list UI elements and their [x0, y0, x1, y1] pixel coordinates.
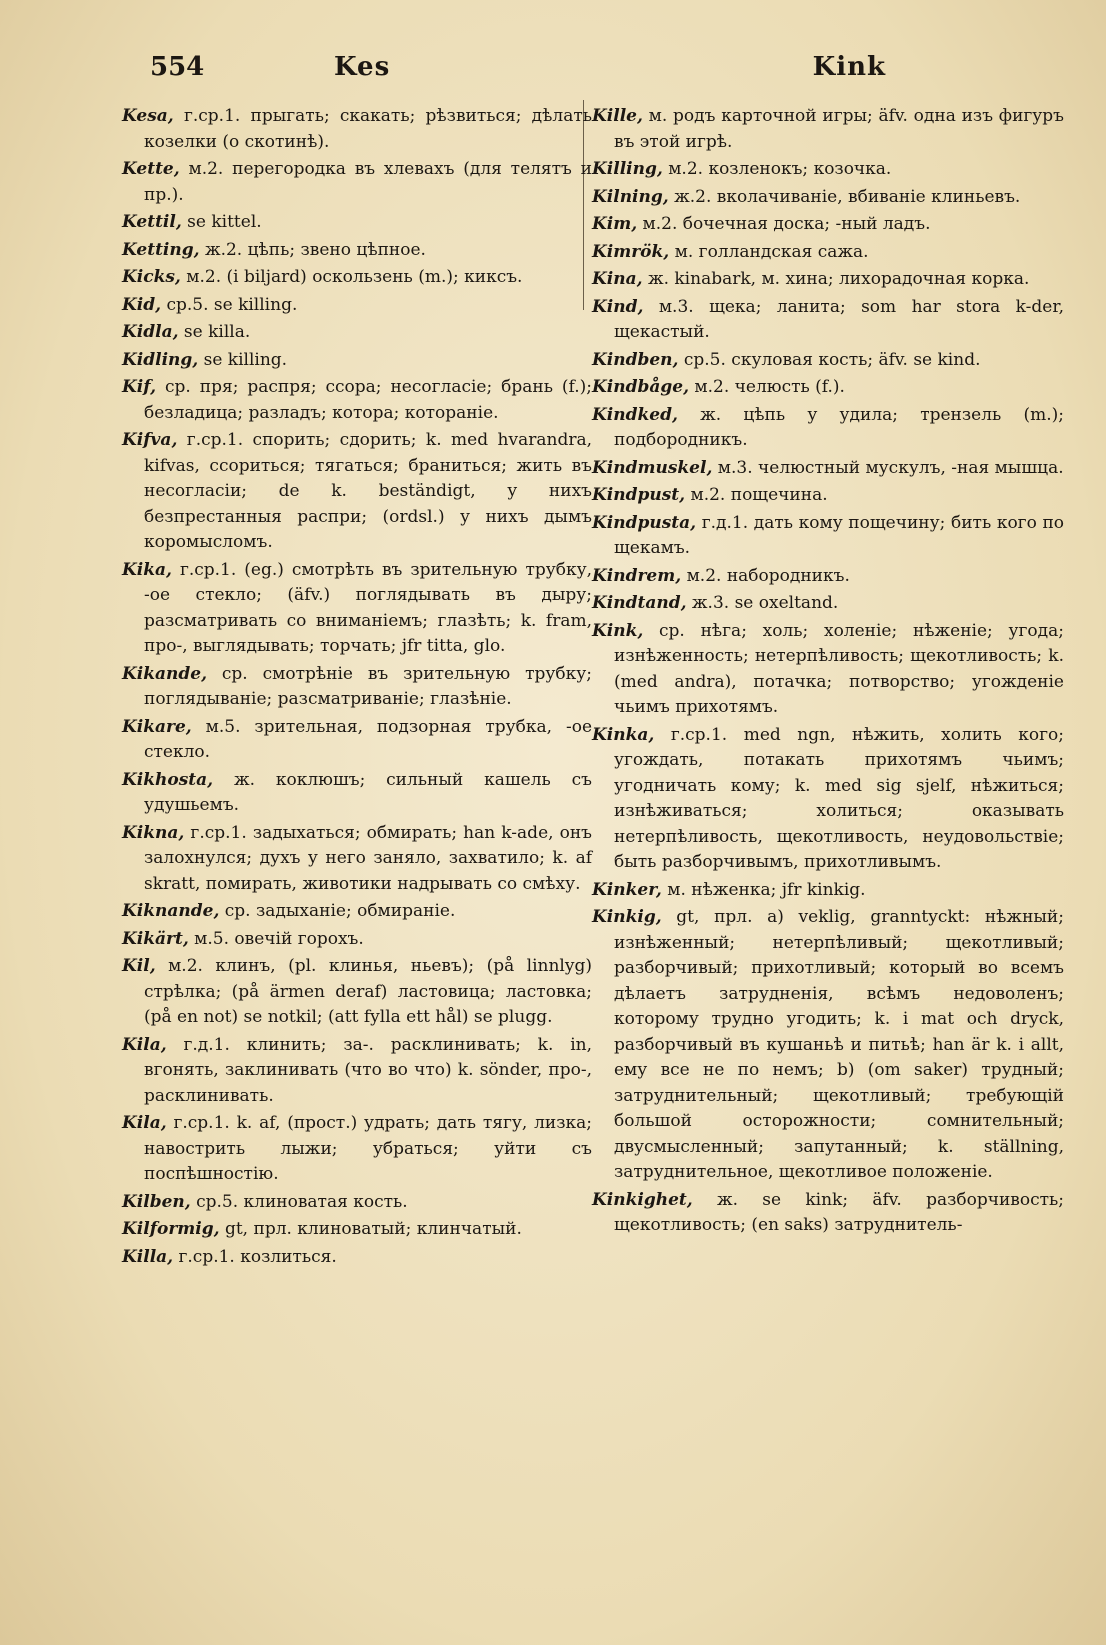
entry-definition: г.ср.1. (eg.) смотрѣть въ зрительную трубку, -ое стекло; (äfv.) поглядывать въ дыру; разсматривать со вниманіемъ; глазѣть; k. fram, про-, выглядывать; торчать; jfr titta, glo. — [144, 559, 593, 656]
dictionary-entry — [122, 715, 592, 766]
entry-definition: м.2. бочечная доска; -ный ладъ. — [642, 214, 931, 234]
dictionary-entry — [592, 212, 1064, 238]
dictionary-entry — [122, 1217, 592, 1243]
entry-headword: Kikare, — [122, 716, 192, 737]
entry-headword: Kilben, — [122, 1191, 191, 1212]
dictionary-entry — [122, 1111, 592, 1188]
dictionary-entry — [122, 558, 592, 660]
dictionary-entry — [592, 1188, 1064, 1239]
entry-definition: ср.5. скуловая кость; äfv. se kind. — [683, 349, 981, 370]
right-guide-word: Kink — [812, 52, 886, 82]
entry-definition: м.5. овечій горохъ. — [194, 928, 364, 949]
entry-definition: м. голландская сажа. — [674, 241, 869, 262]
entry-headword: Kidla, — [122, 322, 179, 342]
entry-definition: se killing. — [203, 349, 288, 370]
dictionary-entry — [122, 293, 592, 319]
entry-definition: г.ср.1. прыгать; скакать; рѣзвиться; дѣлать козелки (о скотинѣ). — [144, 106, 592, 152]
entry-definition: м.2. козленокъ; козочка. — [668, 159, 892, 179]
entry-definition: г.ср.1. задыхаться; обмирать; han k-ade, онъ залохнулся; духъ у него заняло, захватило; k. af skratt, помирать, животики надрывать со смѣху. — [144, 822, 592, 894]
dictionary-entry — [122, 954, 592, 1031]
dictionary-entry — [592, 483, 1064, 509]
dictionary-entry — [122, 1190, 592, 1216]
entry-definition: г.ср.1. козлиться. — [178, 1246, 337, 1267]
entry-headword: Kil, — [122, 956, 156, 976]
entry-headword: Killa, — [122, 1246, 174, 1267]
dictionary-entry — [122, 662, 592, 713]
entry-headword: Kina, — [592, 269, 643, 289]
dictionary-entry — [122, 428, 592, 556]
page-number: 554 — [150, 52, 205, 82]
entry-definition: ср. нѣга; холь; холеніе; нѣженіе; угода; изнѣженность; нетерпѣливость; щекотливость; k. (med andra), потачка; потворство; угожденіе чьимъ прихотямъ. — [614, 620, 1064, 717]
dictionary-entry — [122, 104, 592, 155]
dictionary-entry — [592, 157, 1064, 183]
entry-definition: м. нѣженка; jfr kinkig. — [667, 879, 866, 900]
dictionary-entry — [592, 591, 1064, 617]
dictionary-entry — [592, 295, 1064, 346]
entry-definition: м.2. пощечина. — [690, 485, 828, 505]
dictionary-entry — [122, 899, 592, 925]
entry-definition: ж. коклюшъ; сильный кашель съ удушьемъ. — [144, 769, 592, 815]
entry-headword: Kila, — [122, 1113, 167, 1133]
entry-headword: Kikärt, — [122, 928, 189, 949]
dictionary-entry — [592, 511, 1064, 562]
entry-headword: Kinker, — [592, 879, 662, 900]
entry-definition: ср.5. клиноватая кость. — [196, 1191, 408, 1212]
dictionary-entry — [592, 403, 1064, 454]
entry-headword: Kif, — [122, 377, 157, 397]
dictionary-entry — [122, 1033, 592, 1110]
page-header — [150, 52, 886, 92]
entry-definition: г.ср.1. k. af, (прост.) удрать; дать тягу, лизка; навострить лыжи; убраться; уйти съ поспѣшностію. — [144, 1113, 592, 1184]
entry-definition: se kittel. — [187, 212, 262, 232]
entry-headword: Kind, — [592, 296, 644, 317]
entry-definition: г.д.1. клинить; за-. расклинивать; k. in, вгонять, заклинивать (что во что) k. sönder, про-, расклинивать. — [144, 1034, 593, 1106]
dictionary-entry — [592, 878, 1064, 904]
dictionary-entry — [122, 157, 592, 208]
entry-headword: Kinkighet, — [592, 1189, 693, 1210]
entry-headword: Kilning, — [592, 186, 669, 207]
entry-definition: м.2. (i biljard) оскользень (m.); киксъ. — [186, 267, 523, 287]
entry-definition: gt, прл. a) veklig, granntyckt: нѣжный; изнѣженный; нетерпѣливый; щекотливый; разборчивый; прихотливый; который во всемъ дѣлаетъ затрудненія, всѣмъ недоволенъ; которому трудно угодить; k. i mat och dryck, разборчивый въ кушаньѣ и питьѣ; han är k. i allt, ему все не по немъ; b) (om saker) трудный; затруднительный; щекотливый; требующій большой осторожности; сомнительный; двусмысленный; запутанный; k. ställning, затруднительное, щекотливое положеніе. — [614, 907, 1064, 1182]
entry-definition: ж.3. se oxeltand. — [691, 593, 839, 613]
entry-headword: Kila, — [122, 1034, 167, 1055]
entry-definition: м.3. челюстный мускулъ, -ная мышца. — [717, 457, 1064, 478]
dictionary-entry — [122, 238, 592, 264]
entry-headword: Kimrök, — [592, 241, 670, 262]
dictionary-entry — [592, 375, 1064, 401]
entry-headword: Kindpusta, — [592, 512, 697, 533]
entry-definition: м.2. набородникъ. — [686, 565, 850, 586]
entry-headword: Kille, — [592, 106, 643, 126]
entry-headword: Kindmuskel, — [592, 457, 713, 478]
entry-headword: Kifva, — [122, 430, 178, 450]
entry-headword: Kidling, — [122, 349, 199, 370]
entry-headword: Kettil, — [122, 212, 182, 232]
dictionary-entry — [592, 240, 1064, 266]
entry-definition: ж.2. цѣпь; звено цѣпное. — [204, 239, 426, 260]
left-guide-word: Kes — [334, 52, 391, 82]
dictionary-entry — [592, 267, 1064, 293]
entry-definition: м. родъ карточной игры; äfv. одна изъ фигуръ въ этой игрѣ. — [614, 106, 1065, 152]
dictionary-entry — [122, 265, 592, 291]
entry-headword: Kinka, — [592, 724, 655, 745]
dictionary-entry — [122, 375, 592, 426]
entry-headword: Kindrem, — [592, 565, 682, 586]
entry-definition: ж. kinabark, м. хина; лихорадочная корка. — [647, 269, 1030, 289]
dictionary-entry — [592, 104, 1064, 155]
dictionary-entry — [122, 210, 592, 236]
entry-headword: Kim, — [592, 214, 638, 234]
entry-headword: Kikande, — [122, 663, 208, 684]
dictionary-entry — [592, 348, 1064, 374]
entry-definition: ж.2. вколачиваніе, вбиваніе клиньевъ. — [674, 186, 1021, 207]
entry-headword: Kette, — [122, 159, 180, 179]
entry-headword: Kesa, — [122, 106, 174, 126]
entry-headword: Kinkig, — [592, 907, 662, 927]
entry-headword: Kicks, — [122, 267, 181, 287]
dictionary-entry — [592, 456, 1064, 482]
left-column — [122, 104, 592, 1272]
entry-headword: Kilformig, — [122, 1219, 220, 1239]
entry-headword: Kindtand, — [592, 593, 687, 613]
dictionary-entry — [122, 348, 592, 374]
entry-definition: м.2. перегородка въ хлевахъ (для телятъ и пр.). — [144, 159, 592, 205]
entry-definition: se killa. — [183, 322, 251, 342]
entry-definition: г.ср.1. med ngn, нѣжить, холить кого; угождать, потакать прихотямъ чьимъ; угодничать кому; k. med sig sjelf, нѣжиться; изнѣживаться; холиться; оказывать нетерпѣливость, щекотливость, неудовольствіе; быть разборчивымъ, прихотливымъ. — [614, 724, 1065, 872]
dictionary-entry — [122, 1245, 592, 1271]
dictionary-entry — [592, 905, 1064, 1186]
entry-definition: ср. задыханіе; обмираніе. — [224, 901, 456, 921]
entry-definition: ж. se kink; äfv. разборчивость; щекотливость; (en saks) затруднитель- — [614, 1189, 1064, 1235]
entry-definition: м.2. челюсть (f.). — [694, 377, 845, 397]
entry-definition: gt, прл. клиноватый; клинчатый. — [224, 1219, 522, 1239]
dictionary-entry — [592, 723, 1064, 876]
dictionary-entry — [592, 564, 1064, 590]
dictionary-entry — [122, 768, 592, 819]
right-column — [592, 104, 1064, 1241]
entry-definition: г.ср.1. спорить; сдорить; k. med hvarandra, kifvas, ссориться; тягаться; браниться; жить въ несогласіи; de k. beständigt, у нихъ безпрестанныя распри; (ordsl.) у нихъ дымъ коромысломъ. — [144, 430, 592, 552]
entry-definition: г.д.1. дать кому пощечину; бить кого по щекамъ. — [614, 512, 1065, 558]
entry-definition: ср. пря; распря; ссора; несогласіе; брань (f.); безладица; разладъ; котора; котораніе. — [144, 377, 592, 423]
entry-headword: Ketting, — [122, 239, 200, 260]
entry-headword: Kid, — [122, 294, 162, 315]
entry-headword: Kika, — [122, 559, 172, 580]
entry-definition: м.5. зрительная, подзорная трубка, -ое стекло. — [144, 716, 593, 762]
entry-headword: Kindpust, — [592, 485, 686, 505]
entry-headword: Kink, — [592, 620, 644, 641]
dictionary-entry — [122, 320, 592, 346]
dictionary-entry — [122, 821, 592, 898]
entry-definition: м.2. клинъ, (pl. клинья, ньевъ); (på linnlyg) стрѣлка; (på ärmen deraf) ластовица; ластовка; (på en not) se notkil; (att fylla ett hål) se plugg. — [144, 956, 592, 1027]
entry-headword: Kindked, — [592, 404, 678, 425]
dictionary-entry — [122, 927, 592, 953]
entry-headword: Kikhosta, — [122, 769, 214, 790]
entry-definition: м.3. щека; ланита; som har stora k-der, щекастый. — [614, 296, 1064, 342]
entry-headword: Kiknande, — [122, 901, 220, 921]
entry-definition: ж. цѣпь у удила; трензель (m.); подбородникъ. — [614, 404, 1064, 450]
entry-headword: Kindbåge, — [592, 377, 690, 397]
entry-headword: Killing, — [592, 159, 663, 179]
entry-definition: ср. смотрѣніе въ зрительную трубку; поглядываніе; разсматриваніе; глазѣніе. — [144, 663, 592, 709]
dictionary-entry — [592, 619, 1064, 721]
entry-headword: Kikna, — [122, 822, 185, 843]
entry-headword: Kindben, — [592, 349, 679, 370]
entry-definition: ср.5. se killing. — [166, 294, 298, 315]
dictionary-entry — [592, 185, 1064, 211]
